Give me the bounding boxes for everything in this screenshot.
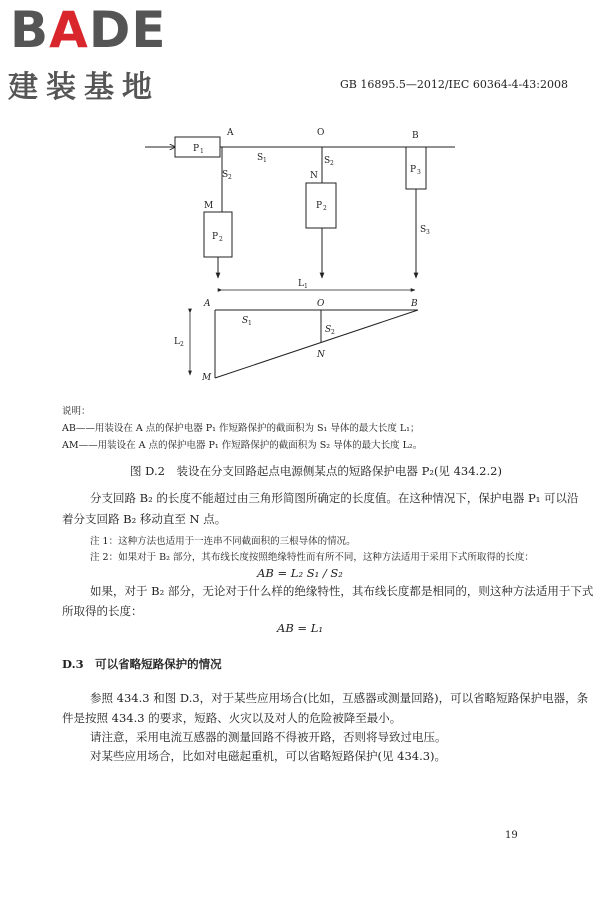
- label-p2-sub: 2: [219, 236, 223, 243]
- formula-1: AB = L₂ S₁ / S₂: [257, 566, 343, 580]
- para2-line2: 所取得的长度：: [62, 604, 143, 618]
- label-p1: P: [193, 144, 200, 154]
- label-s2: S: [222, 170, 229, 180]
- note-2: 注 2：如果对于 B₂ 部分，其布线长度按照绝缘特性而有所不同，这种方法适用于采用下式所取得的长度：: [90, 552, 534, 563]
- page-number: 19: [505, 830, 518, 841]
- label-p3-sub: 3: [417, 169, 421, 176]
- label-s1-sub: 1: [263, 157, 267, 164]
- label-s2-sub: 2: [228, 174, 232, 181]
- label-p2: P: [212, 232, 219, 242]
- label-p3: P: [410, 165, 417, 175]
- para1-line1: 分支回路 B₂ 的长度不能超过由三角形简图所确定的长度值。在这种情况下，保护电器 P₁ 可以沿: [90, 491, 579, 505]
- notes-heading: 说明：: [62, 406, 91, 417]
- label-p1-sub: 1: [200, 148, 204, 155]
- para1-line2: 着分支回路 B₂ 移动直至 N 点。: [62, 512, 227, 526]
- label-s3: S: [420, 225, 427, 235]
- d3-para2: 请注意，采用电流互感器的测量回路不得被开路，否则将导致过电压。: [90, 730, 447, 744]
- label-p2b: P: [316, 201, 323, 211]
- d3-para1-line1: 参照 434.3 和图 D.3，对于某些应用场合(比如，互感器或测量回路)，可以省略短路保护电器，条: [90, 691, 589, 705]
- brand-subtitle: 建装基地: [8, 70, 160, 105]
- label-a: A: [227, 128, 234, 138]
- label-l2-sub: 2: [180, 341, 184, 348]
- tri-label-s1: S: [242, 316, 249, 326]
- tri-label-s1-sub: 1: [248, 320, 252, 327]
- figure-caption: 图 D.2 装设在分支回路起点电源侧某点的短路保护电器 P₂(见 434.2.2): [130, 464, 502, 478]
- formula-2: AB = L₁: [277, 621, 323, 635]
- tri-label-s2-sub: 2: [331, 329, 335, 336]
- label-s2b-sub: 2: [330, 160, 334, 167]
- label-o: O: [317, 128, 325, 138]
- notes-line-2: AM——用装设在 A 点的保护电器 P₁ 作短路保护的截面积为 S₂ 导体的最大长度 L₂。: [62, 440, 423, 451]
- tri-label-s2: S: [325, 325, 332, 335]
- tri-label-m: M: [202, 373, 212, 383]
- brand-logo: BADE: [10, 1, 167, 59]
- tri-label-a: A: [204, 299, 211, 309]
- label-l2: L: [174, 337, 180, 347]
- logo-accent-letter: A: [49, 1, 89, 59]
- notes-line-1: AB——用装设在 A 点的保护电器 P₁ 作短路保护的截面积为 S₁ 导体的最大长度 L₁；: [62, 423, 420, 434]
- tri-label-b: B: [411, 299, 418, 309]
- label-b: B: [412, 131, 419, 141]
- label-p2b-sub: 2: [323, 205, 327, 212]
- label-s2b: S: [324, 156, 331, 166]
- para2-line1: 如果，对于 B₂ 部分，无论对于什么样的绝缘特性，其布线长度都是相同的，则这种方法适用于下式: [90, 584, 594, 598]
- label-s1: S: [257, 153, 264, 163]
- section-d3-title: D.3 可以省略短路保护的情况: [62, 657, 222, 671]
- label-l1: L: [298, 279, 304, 289]
- label-s3-sub: 3: [426, 229, 430, 236]
- d3-para1-line2: 件是按照 434.3 的要求，短路、火灾以及对人的危险被降至最小。: [62, 711, 402, 725]
- note-1: 注 1：这种方法也适用于一连串不同截面积的三根导体的情况。: [90, 536, 356, 547]
- standard-header: GB 16895.5—2012/IEC 60364-4-43:2008: [340, 78, 568, 91]
- label-n: N: [310, 171, 318, 181]
- label-m: M: [204, 201, 214, 211]
- label-l1-sub: 1: [304, 283, 308, 290]
- tri-label-o: O: [317, 299, 325, 309]
- d3-para3: 对某些应用场合，比如对电磁起重机，可以省略短路保护(见 434.3)。: [90, 749, 447, 763]
- tri-label-n: N: [317, 350, 325, 360]
